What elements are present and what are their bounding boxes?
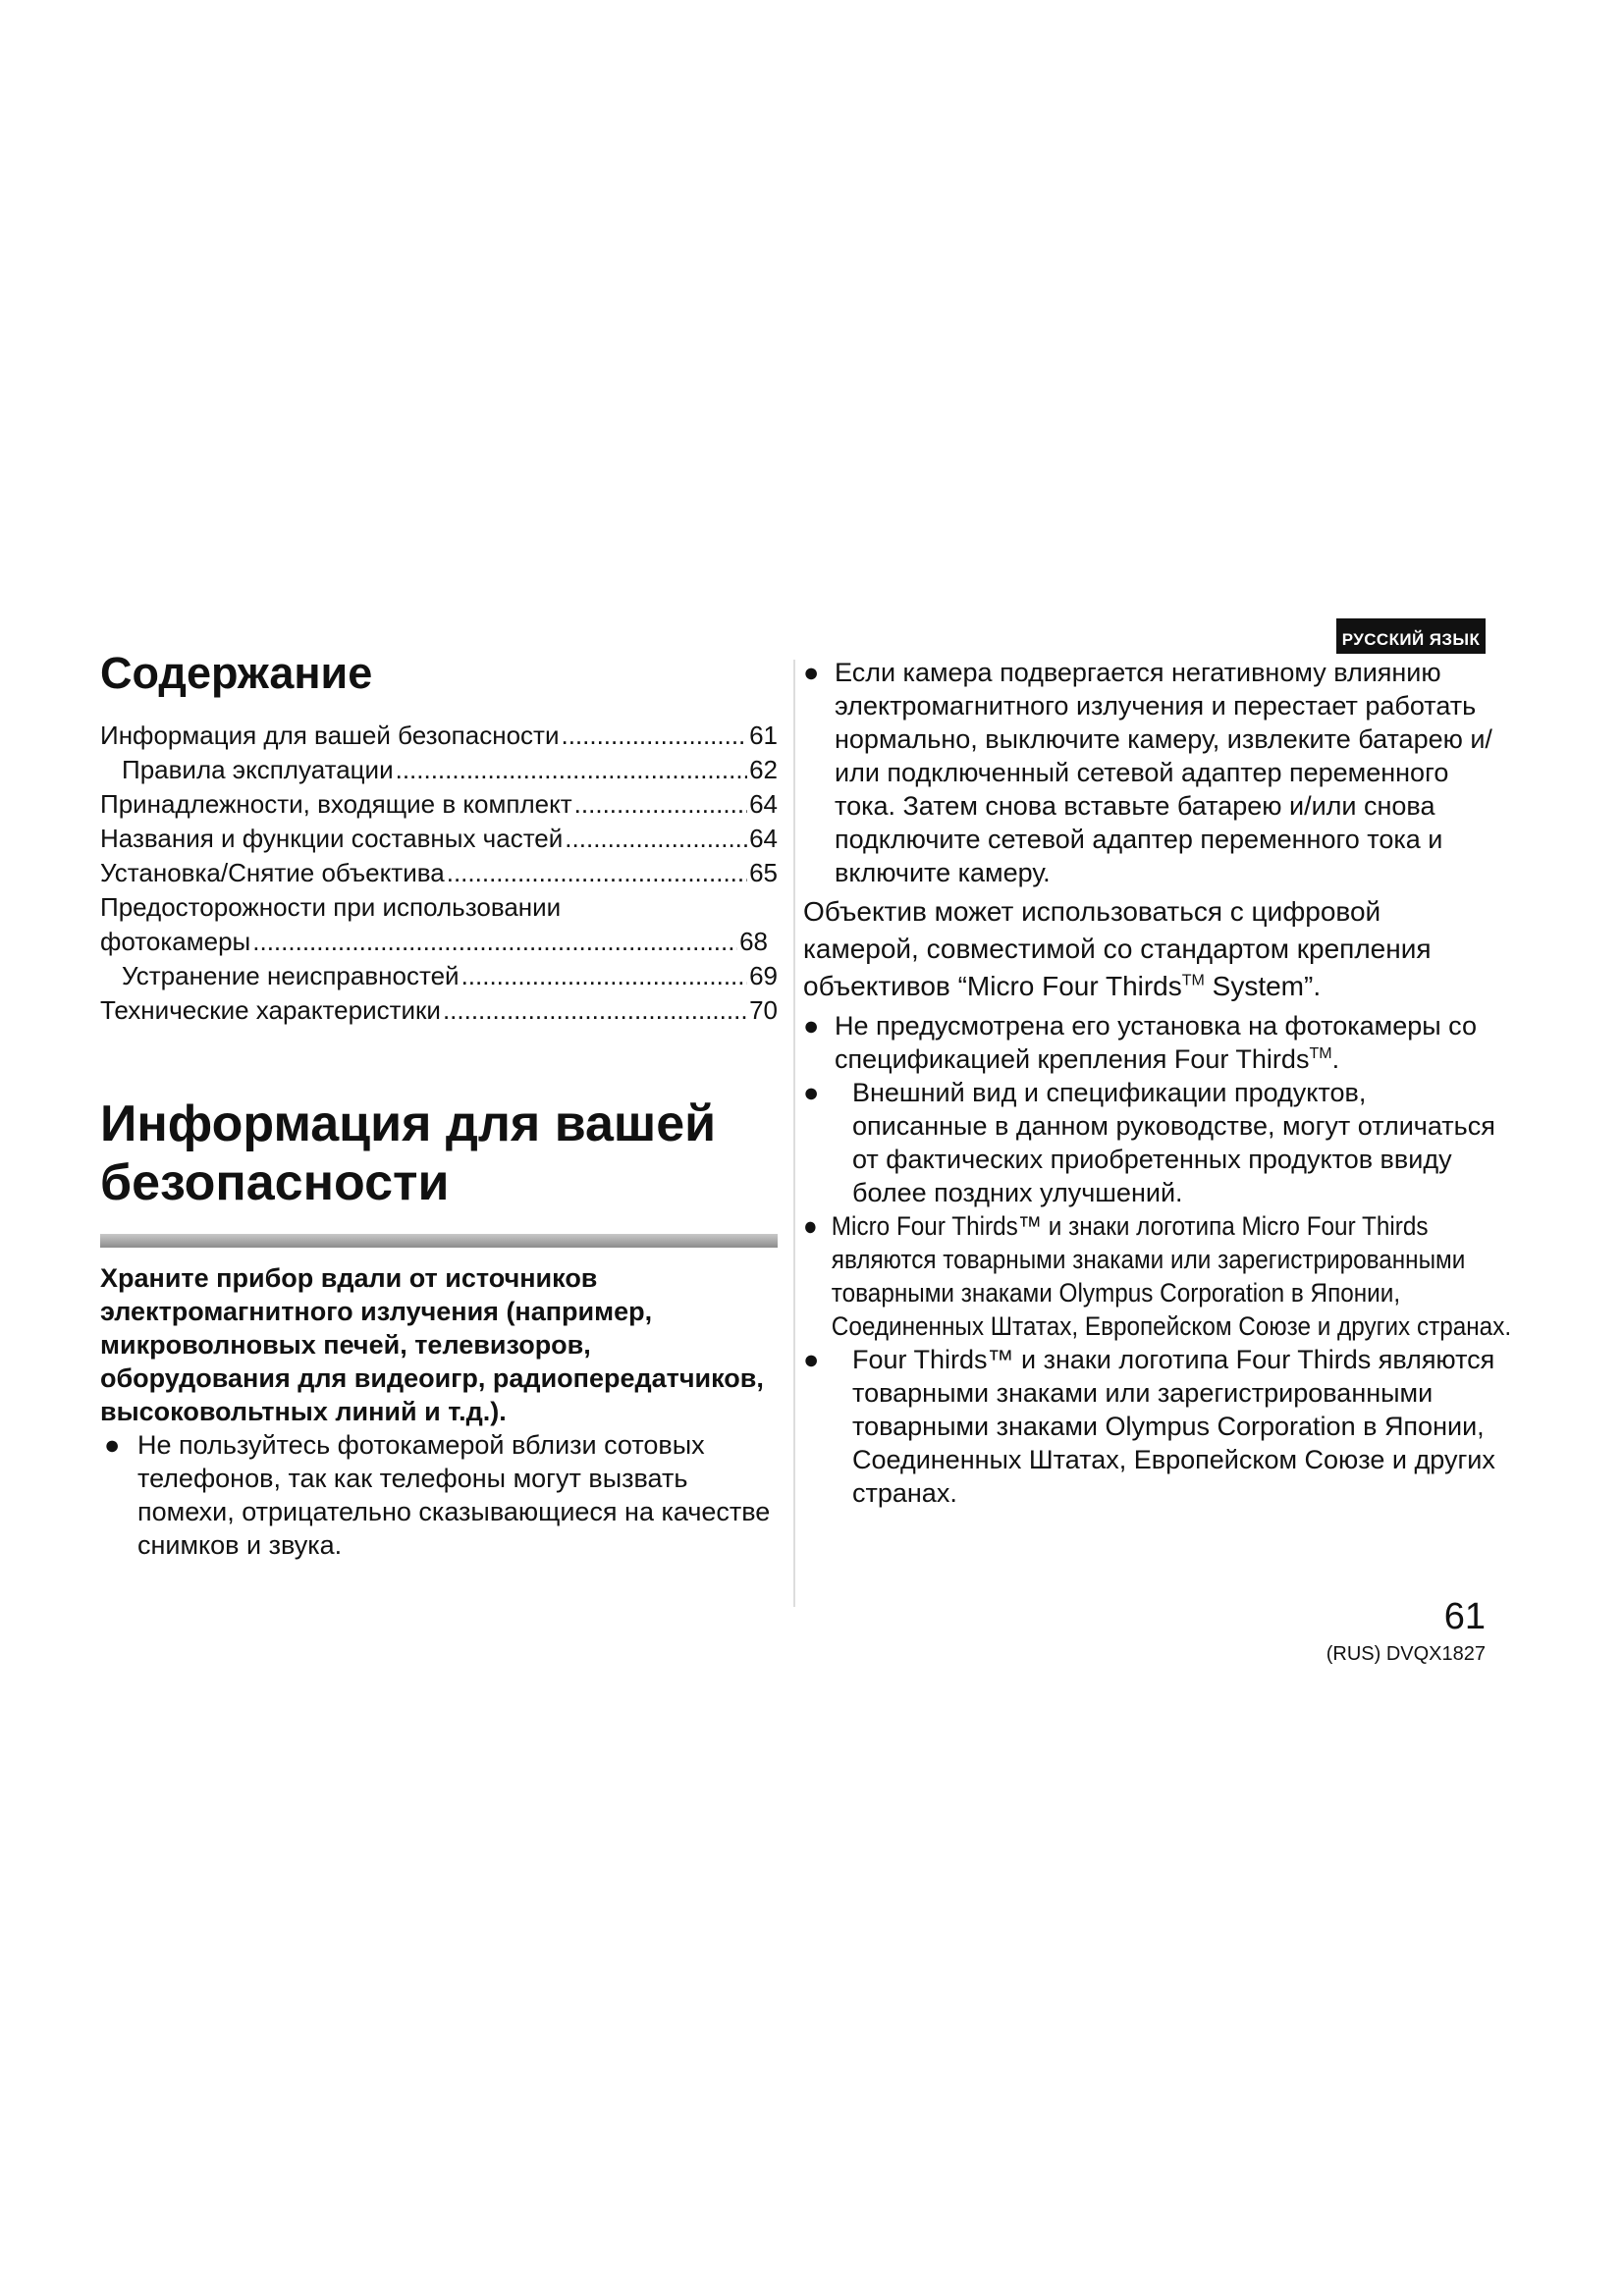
toc-item[interactable]: [100, 959, 778, 993]
toc-item[interactable]: [100, 856, 778, 890]
bullet-icon: ●: [803, 1211, 818, 1241]
list-item: [100, 1428, 778, 1562]
toc-item-page: 70: [749, 994, 778, 1025]
right-bullets-top: [803, 656, 1500, 889]
right-column: [803, 656, 1512, 1510]
toc-item-label: Технические характеристики: [100, 994, 441, 1025]
list-item: [803, 1209, 1528, 1343]
toc-item-label: Информация для вашей безопасности: [100, 720, 560, 750]
toc-item[interactable]: [100, 890, 778, 925]
bullet-icon: ●: [803, 1078, 820, 1107]
trademark-sup: TM: [1181, 972, 1205, 989]
bullet-text: Micro Four Thirds™ и знаки логотипа Micro Four Thirds являются товарными знаками или зарегистрированными товарными знаками Olympus Corporation в Японии, Соединенных Штатах, Европейском Союзе и других странах.: [831, 1211, 1512, 1341]
toc-leader-dots: [574, 787, 747, 822]
toc-item-page: 61: [749, 720, 778, 750]
bullet-icon: ●: [803, 1011, 820, 1041]
list-item: [803, 1343, 1500, 1510]
toc-item-page: 62: [749, 754, 778, 784]
bullet-text: Внешний вид и спецификации продуктов, описанные в данном руководстве, могут отличаться от фактических приобретенных продуктов ввиду более поздних улучшений.: [852, 1078, 1495, 1207]
toc-item[interactable]: [100, 993, 778, 1028]
toc-item-label: Названия и функции составных частей: [100, 823, 564, 853]
bullet-icon: ●: [104, 1429, 121, 1460]
toc-item-label: Установка/Снятие объектива: [100, 857, 445, 887]
bullet-text: Не предусмотрена его установка на фотокамеры со спецификацией крепления Four Thirds: [835, 1011, 1477, 1074]
toc-item[interactable]: [100, 753, 778, 787]
toc-leader-dots: [461, 959, 748, 993]
paragraph-text: System”.: [1204, 971, 1322, 1001]
bullet-icon: ●: [803, 1345, 820, 1374]
list-item: [803, 1009, 1500, 1076]
left-column: [100, 648, 778, 1562]
toc-item-page: 68: [739, 926, 768, 956]
lens-compatibility-paragraph: [803, 893, 1500, 1005]
language-badge: РУССКИЙ ЯЗЫК: [1336, 618, 1486, 654]
toc-item-label: Принадлежности, входящие в комплект: [100, 788, 572, 819]
bullet-text: Если камера подвергается негативному влиянию электромагнитного излучения и перестает работать нормально, выключите камеру, извлеките батарею и/или подключенный сетевой адаптер переменного тока. Затем снова вставьте батарею и/или снова подключите сетевой адаптер переменного тока и включите камеру.: [835, 658, 1492, 887]
list-item: [803, 656, 1500, 889]
toc-item[interactable]: [100, 822, 778, 856]
toc-leader-dots: [252, 925, 737, 959]
toc-leader-dots: [561, 719, 747, 753]
toc-item-label: Предосторожности при использовании: [100, 891, 562, 922]
toc-item[interactable]: [100, 787, 778, 822]
toc-item-label: Устранение неисправностей: [122, 960, 460, 990]
toc-item-page: 69: [749, 960, 778, 990]
toc-item[interactable]: [100, 719, 778, 753]
toc-leader-dots: [565, 822, 747, 856]
toc-item[interactable]: [100, 925, 778, 959]
safety-bullets: [100, 1428, 778, 1562]
bullet-icon: ●: [803, 658, 820, 687]
toc-item-page: 65: [749, 857, 778, 887]
toc-leader-dots: [396, 753, 747, 787]
right-bullets-bottom: [803, 1009, 1512, 1510]
bullet-text: .: [1331, 1044, 1340, 1074]
trademark-sup: TM: [1309, 1045, 1332, 1062]
table-of-contents: [100, 719, 778, 1028]
safety-section-title: Информация для вашей безопасности: [100, 1095, 717, 1211]
toc-item-label: фотокамеры: [100, 926, 251, 956]
bullet-text: Не пользуйтесь фотокамерой вблизи сотовых телефонов, так как телефоны могут вызвать помехи, отрицательно сказывающиеся на качестве снимков и звука.: [137, 1429, 771, 1560]
list-item: [803, 1076, 1500, 1209]
document-code: (RUS) DVQX1827: [1326, 1643, 1486, 1665]
toc-leader-dots: [447, 856, 747, 890]
toc-leader-dots: [443, 993, 747, 1028]
paragraph-text: Объектив может использоваться с цифровой камерой, совместимой со стандартом крепления объективов “Micro Four Thirds: [803, 896, 1432, 1001]
toc-item-page: 64: [749, 823, 778, 853]
toc-item-label: Правила эксплуатации: [122, 754, 394, 784]
toc-title: Содержание: [100, 648, 373, 698]
section-divider-bar: [100, 1234, 778, 1248]
toc-item-page: 64: [749, 788, 778, 819]
bullet-text: Four Thirds™ и знаки логотипа Four Thirds являются товарными знаками или зарегистрированными товарными знаками Olympus Corporation в Японии, Соединенных Штатах, Европейском Союзе и других странах.: [852, 1345, 1495, 1508]
page-number: 61: [1443, 1596, 1486, 1637]
safety-warning: Храните прибор вдали от источников электромагнитного излучения (например, микроволновых печей, телевизоров, оборудования для видеоигр, радиопередатчиков, высоковольтных линий и т.д.).: [100, 1262, 764, 1426]
column-divider: [793, 660, 795, 1607]
